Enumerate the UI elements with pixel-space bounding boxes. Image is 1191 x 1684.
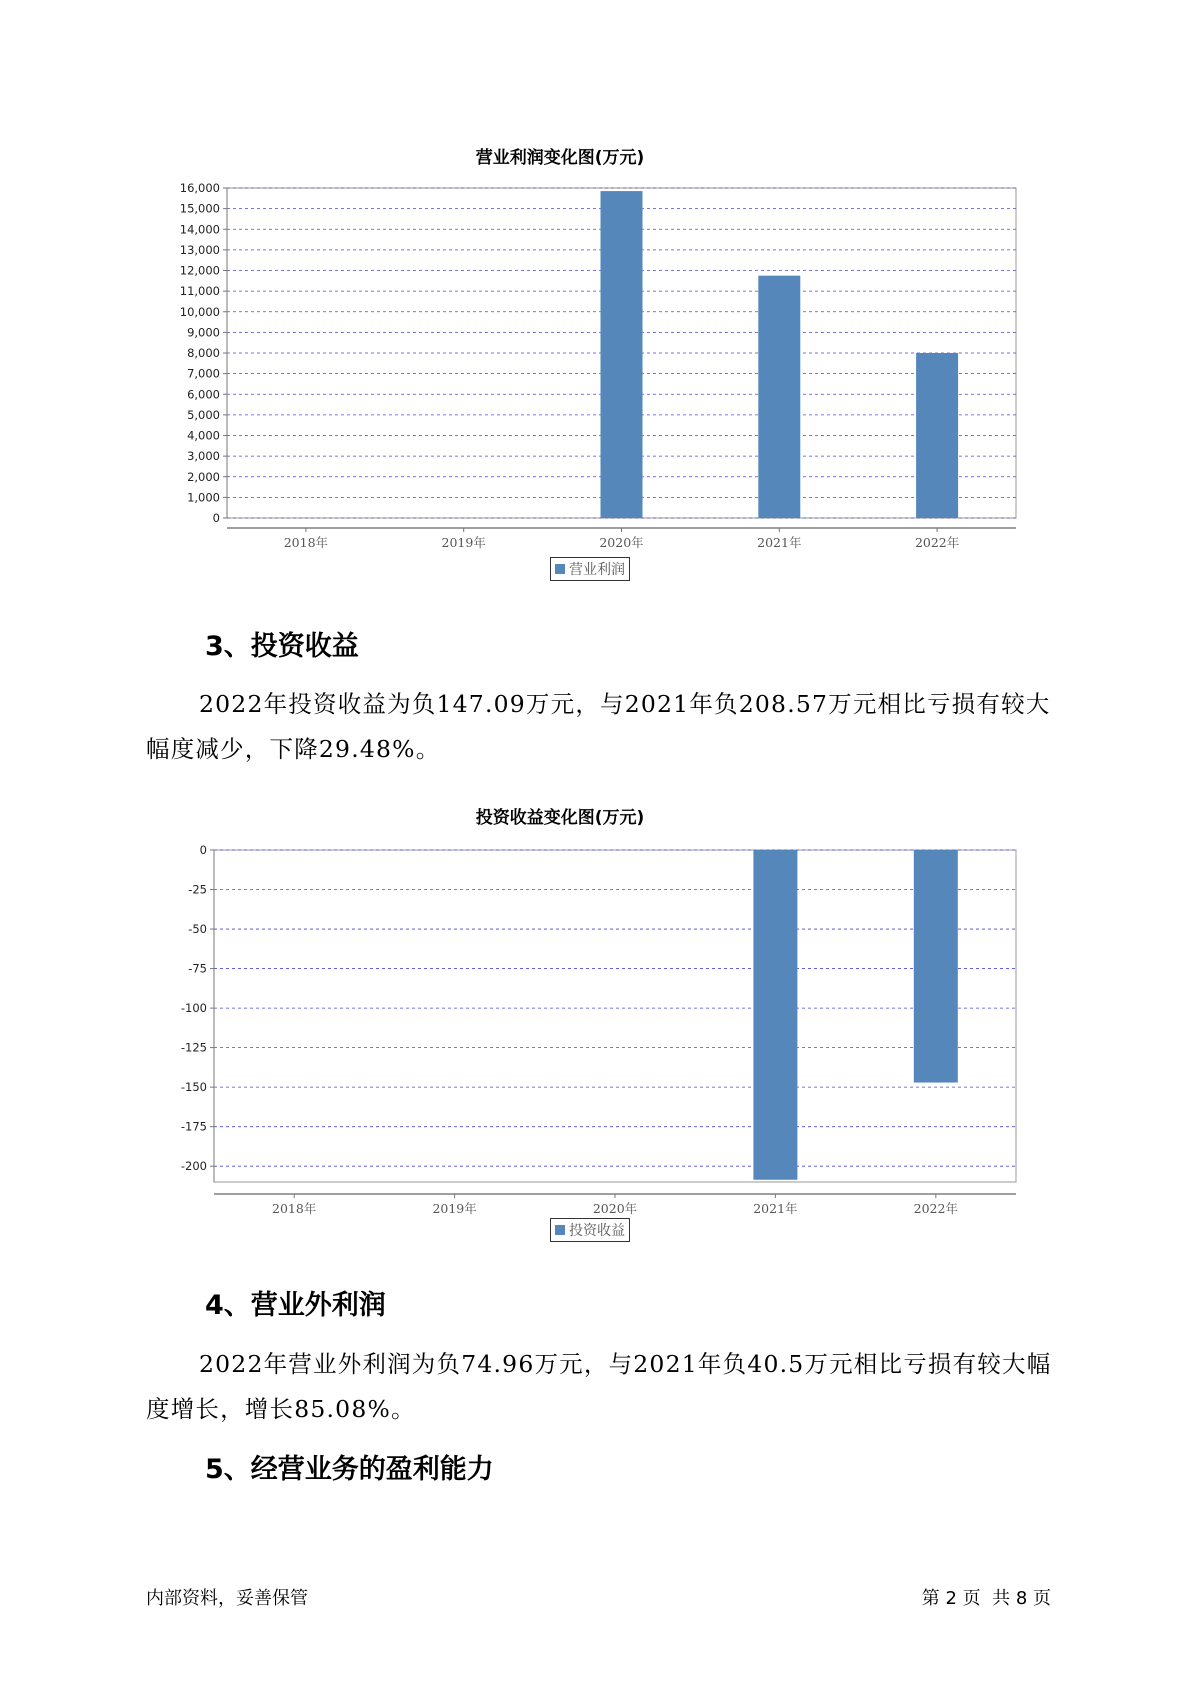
y-tick-label: 3,000: [187, 449, 220, 464]
chart2-title: 投资收益变化图(万元): [475, 808, 645, 828]
y-tick-label: 8,000: [187, 346, 220, 360]
x-tick-label: 2022年: [914, 535, 960, 550]
y-tick-label: 0: [212, 511, 220, 525]
section-heading-investment-income: 3、投资收益: [205, 631, 359, 662]
y-tick-label: -175: [180, 1119, 207, 1134]
chart2-legend-label: 投资收益: [569, 1223, 625, 1239]
y-tick-label: 11,000: [179, 284, 220, 299]
y-tick-label: 7,000: [187, 366, 220, 381]
section-paragraph-non-operating-profit: 2022年营业外利润为负74.96万元，与2021年负40.5万元相比亏损有较大幅度增长，增长85.08%。: [146, 1350, 1052, 1423]
chart2-legend: [550, 1218, 630, 1242]
x-tick-label: 2022年: [913, 1201, 958, 1216]
y-tick-label: 6,000: [187, 387, 220, 402]
section-paragraph-investment-income: 2022年投资收益为负147.09万元，与2021年负208.57万元相比亏损有较大幅度减少，下降29.48%。: [146, 690, 1051, 763]
footer-confidential-note: 内部资料，妥善保管: [146, 1588, 308, 1609]
x-tick-label: 2019年: [441, 535, 486, 550]
section-heading-non-operating-profit: 4、营业外利润: [205, 1290, 386, 1321]
y-tick-label: 10,000: [179, 304, 220, 319]
y-tick-label: -75: [188, 961, 207, 976]
y-tick-label: 16,000: [179, 181, 220, 195]
y-tick-label: 5,000: [187, 407, 220, 422]
y-tick-label: 1,000: [187, 490, 220, 505]
footer-page-number: 第 2 页 共 8 页: [921, 1588, 1051, 1609]
y-tick-label: -50: [188, 922, 207, 937]
x-tick-label: 2020年: [599, 535, 644, 550]
y-tick-label: 0: [199, 843, 207, 857]
x-tick-label: 2018年: [283, 535, 329, 550]
chart1-title: 营业利润变化图(万元): [475, 148, 645, 168]
bar: [914, 850, 958, 1083]
y-tick-label: 4,000: [187, 428, 220, 443]
legend-swatch: [555, 1225, 565, 1235]
y-tick-label: -150: [180, 1080, 207, 1095]
bar: [753, 850, 797, 1180]
chart1-legend-label: 营业利润: [569, 562, 625, 578]
section-heading-operating-profitability: 5、经营业务的盈利能力: [205, 1454, 494, 1485]
y-tick-label: -125: [180, 1040, 207, 1055]
y-tick-label: 13,000: [179, 242, 220, 257]
y-tick-label: -200: [180, 1159, 207, 1174]
x-tick-label: 2018年: [272, 1201, 317, 1216]
x-tick-label: 2021年: [757, 535, 802, 550]
y-tick-label: -25: [188, 882, 207, 897]
x-tick-label: 2019年: [432, 1201, 477, 1216]
plot-area: [214, 850, 1016, 1182]
y-tick-label: 9,000: [187, 325, 220, 340]
x-tick-label: 2021年: [753, 1201, 798, 1216]
y-tick-label: 15,000: [179, 201, 220, 216]
x-tick-label: 2020年: [592, 1201, 638, 1216]
y-tick-label: -100: [180, 1001, 207, 1016]
y-tick-label: 2,000: [187, 469, 220, 484]
y-tick-label: 14,000: [179, 222, 220, 237]
y-tick-label: 12,000: [179, 263, 220, 278]
